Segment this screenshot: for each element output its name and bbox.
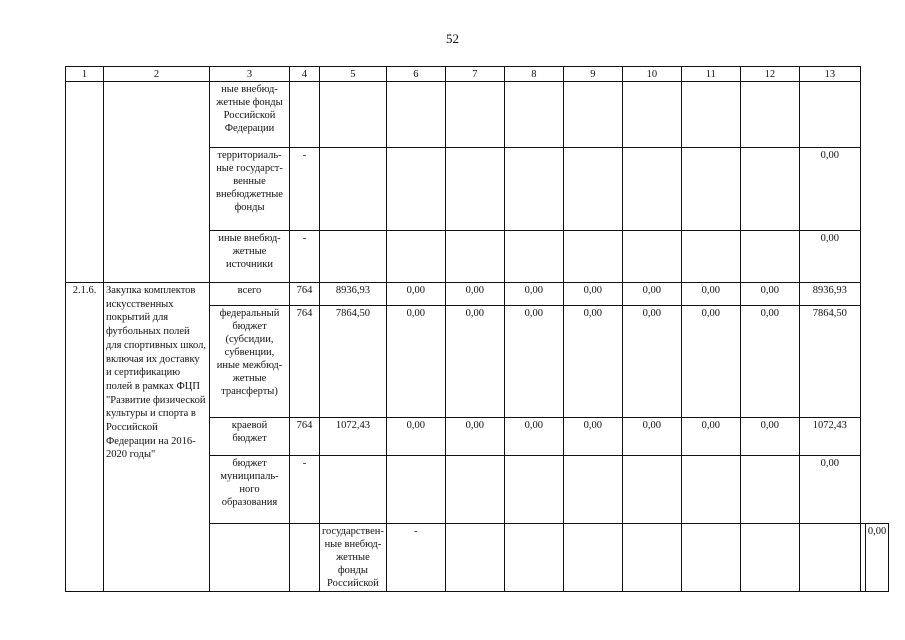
value-cell: 8936,93 — [799, 283, 860, 306]
header-row — [66, 67, 889, 82]
value-cell — [681, 524, 740, 592]
value-cell — [799, 524, 860, 592]
funding-source-cell: краевой бюджет — [210, 418, 290, 456]
value-cell: 0,00 — [445, 418, 504, 456]
funding-source-cell: территориаль- ные государст- венные внебюджетные фонды — [210, 148, 290, 231]
value-cell: 764 — [290, 418, 320, 456]
value-cell: 0,00 — [799, 231, 860, 283]
item-number-cell: 2.1.6. — [66, 283, 104, 592]
funding-source-cell: всего — [210, 283, 290, 306]
header-cell: 10 — [622, 67, 681, 82]
value-cell: 764 — [290, 283, 320, 306]
value-cell — [563, 456, 622, 524]
value-cell — [386, 148, 445, 231]
value-cell: 8936,93 — [320, 283, 387, 306]
value-cell — [504, 148, 563, 231]
value-cell — [740, 231, 799, 283]
value-cell: 0,00 — [799, 456, 860, 524]
value-cell — [445, 148, 504, 231]
value-cell: 0,00 — [740, 306, 799, 418]
value-cell — [320, 231, 387, 283]
value-cell: - — [386, 524, 445, 592]
header-cell: 6 — [386, 67, 445, 82]
funding-source-cell: иные внебюд- жетные источники — [210, 231, 290, 283]
value-cell: 0,00 — [799, 148, 860, 231]
value-cell — [740, 524, 799, 592]
header-cell: 11 — [681, 67, 740, 82]
header-cell: 8 — [504, 67, 563, 82]
value-cell — [504, 231, 563, 283]
value-cell — [445, 524, 504, 592]
value-cell: 0,00 — [445, 306, 504, 418]
value-cell — [681, 231, 740, 283]
funding-source-cell: бюджет муниципаль- ного образования — [210, 456, 290, 524]
value-cell: 0,00 — [445, 283, 504, 306]
value-cell — [320, 148, 387, 231]
value-cell: 0,00 — [386, 283, 445, 306]
value-cell — [681, 456, 740, 524]
value-cell — [622, 231, 681, 283]
value-cell — [740, 456, 799, 524]
value-cell: - — [290, 231, 320, 283]
table-row — [66, 82, 889, 148]
header-cell: 5 — [320, 67, 387, 82]
header-cell: 7 — [445, 67, 504, 82]
value-cell — [622, 148, 681, 231]
value-cell: 0,00 — [504, 306, 563, 418]
item-number-cell — [210, 524, 290, 592]
item-description-cell — [104, 82, 210, 283]
value-cell: 0,00 — [504, 418, 563, 456]
value-cell: - — [290, 456, 320, 524]
value-cell — [681, 82, 740, 148]
value-cell — [799, 82, 860, 148]
value-cell — [504, 82, 563, 148]
value-cell — [445, 456, 504, 524]
value-cell — [504, 524, 563, 592]
header-cell: 13 — [799, 67, 860, 82]
value-cell: 0,00 — [622, 306, 681, 418]
value-cell: 7864,50 — [799, 306, 860, 418]
value-cell — [563, 82, 622, 148]
value-cell: - — [290, 148, 320, 231]
value-cell — [563, 231, 622, 283]
value-cell — [320, 456, 387, 524]
header-cell: 1 — [66, 67, 104, 82]
value-cell: 0,00 — [740, 418, 799, 456]
value-cell — [622, 82, 681, 148]
value-cell: 0,00 — [622, 283, 681, 306]
value-cell: 0,00 — [740, 283, 799, 306]
header-cell: 4 — [290, 67, 320, 82]
value-cell: 0,00 — [865, 524, 888, 592]
value-cell — [563, 148, 622, 231]
value-cell — [622, 524, 681, 592]
value-cell: 1072,43 — [799, 418, 860, 456]
header-cell: 2 — [104, 67, 210, 82]
value-cell: 0,00 — [386, 418, 445, 456]
value-cell — [622, 456, 681, 524]
value-cell — [386, 231, 445, 283]
value-cell — [290, 82, 320, 148]
value-cell: 0,00 — [681, 418, 740, 456]
value-cell — [386, 82, 445, 148]
item-description-cell: Закупка комплектов искусственных покрытий для футбольных полей для спортивных школ, включая их доставку и сертификацию полей в рамках ФЦП "Развитие физической культуры и спорта в Российской Федерации на 2016-2020 годы" — [104, 283, 210, 592]
value-cell: 0,00 — [504, 283, 563, 306]
value-cell — [386, 456, 445, 524]
header-cell: 3 — [210, 67, 290, 82]
funding-source-cell: федеральный бюджет (субсидии, субвенции, иные межбюд- жетные трансферты) — [210, 306, 290, 418]
budget-table — [65, 66, 889, 592]
header-cell: 12 — [740, 67, 799, 82]
value-cell — [740, 148, 799, 231]
value-cell: 7864,50 — [320, 306, 387, 418]
value-cell — [445, 231, 504, 283]
value-cell: 0,00 — [622, 418, 681, 456]
value-cell: 1072,43 — [320, 418, 387, 456]
item-number-cell — [66, 82, 104, 283]
value-cell: 0,00 — [681, 306, 740, 418]
value-cell — [563, 524, 622, 592]
header-cell: 9 — [563, 67, 622, 82]
value-cell — [740, 82, 799, 148]
funding-source-cell: государствен- ные внебюд- жетные фонды Российской — [320, 524, 387, 592]
table-row — [66, 283, 889, 306]
page-number: 52 — [446, 31, 459, 46]
value-cell: 764 — [290, 306, 320, 418]
value-cell: 0,00 — [681, 283, 740, 306]
value-cell — [681, 148, 740, 231]
value-cell — [445, 82, 504, 148]
funding-source-cell: ные внебюд- жетные фонды Российской Федерации — [210, 82, 290, 148]
value-cell: 0,00 — [563, 283, 622, 306]
item-description-cell — [290, 524, 320, 592]
value-cell: 0,00 — [563, 418, 622, 456]
value-cell — [504, 456, 563, 524]
value-cell: 0,00 — [563, 306, 622, 418]
value-cell — [320, 82, 387, 148]
value-cell: 0,00 — [386, 306, 445, 418]
